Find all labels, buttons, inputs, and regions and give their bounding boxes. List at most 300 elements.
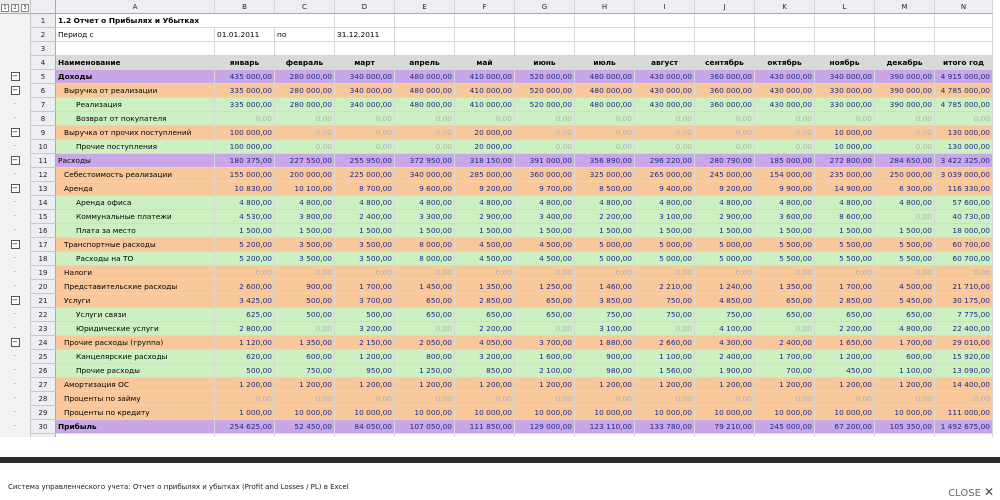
month-value-cell[interactable]: 1 700,00 bbox=[875, 336, 935, 350]
year-total-cell[interactable]: 7 775,00 bbox=[935, 308, 993, 322]
month-value-cell[interactable]: 1 500,00 bbox=[455, 224, 515, 238]
month-value-cell[interactable]: 650,00 bbox=[395, 308, 455, 322]
month-value-cell[interactable]: 2 800,00 bbox=[215, 322, 275, 336]
row-number[interactable]: 25 bbox=[31, 350, 56, 364]
month-value-cell[interactable]: 1 500,00 bbox=[875, 224, 935, 238]
cell[interactable] bbox=[635, 14, 695, 28]
month-value-cell[interactable]: 0,00 bbox=[275, 126, 335, 140]
row-number[interactable]: 28 bbox=[31, 392, 56, 406]
month-value-cell[interactable]: 3 500,00 bbox=[335, 252, 395, 266]
month-value-cell[interactable]: 2 200,00 bbox=[455, 322, 515, 336]
month-value-cell[interactable]: 105 350,00 bbox=[875, 420, 935, 434]
year-total-cell[interactable]: 22 400,00 bbox=[935, 322, 993, 336]
month-value-cell[interactable]: 1 100,00 bbox=[875, 364, 935, 378]
month-value-cell[interactable]: 750,00 bbox=[635, 294, 695, 308]
cell[interactable] bbox=[875, 14, 935, 28]
row-number[interactable]: 11 bbox=[31, 154, 56, 168]
row-number[interactable]: 1 bbox=[31, 14, 56, 28]
month-value-cell[interactable]: 1 250,00 bbox=[515, 280, 575, 294]
month-value-cell[interactable]: 4 500,00 bbox=[515, 252, 575, 266]
month-value-cell[interactable]: 0,00 bbox=[395, 140, 455, 154]
month-value-cell[interactable]: 650,00 bbox=[515, 308, 575, 322]
report-title[interactable]: 1.2 Отчет о Прибылях и Убытках bbox=[56, 14, 335, 28]
row-number[interactable]: 19 bbox=[31, 266, 56, 280]
row-number[interactable]: 16 bbox=[31, 224, 56, 238]
month-value-cell[interactable]: 0,00 bbox=[215, 392, 275, 406]
month-value-cell[interactable]: 3 800,00 bbox=[275, 210, 335, 224]
month-value-cell[interactable]: 107 050,00 bbox=[395, 420, 455, 434]
month-value-cell[interactable]: 265 000,00 bbox=[635, 168, 695, 182]
column-header-k[interactable]: K bbox=[755, 0, 815, 14]
column-header-e[interactable]: E bbox=[395, 0, 455, 14]
month-value-cell[interactable]: 9 600,00 bbox=[395, 182, 455, 196]
month-value-cell[interactable]: 340 000,00 bbox=[395, 168, 455, 182]
month-value-cell[interactable]: 1 200,00 bbox=[455, 378, 515, 392]
row-label[interactable]: Транспортные расходы bbox=[56, 238, 215, 252]
month-value-cell[interactable]: 52 450,00 bbox=[275, 420, 335, 434]
month-value-cell[interactable]: 3 850,00 bbox=[575, 294, 635, 308]
row-label[interactable]: Доходы bbox=[56, 70, 215, 84]
month-value-cell[interactable]: 0,00 bbox=[875, 112, 935, 126]
cell[interactable] bbox=[755, 42, 815, 56]
month-value-cell[interactable]: 430 000,00 bbox=[755, 70, 815, 84]
cell[interactable] bbox=[515, 28, 575, 42]
month-value-cell[interactable]: 0,00 bbox=[755, 266, 815, 280]
cell[interactable] bbox=[815, 14, 875, 28]
header-month[interactable]: август bbox=[635, 56, 695, 70]
month-value-cell[interactable]: 410 000,00 bbox=[455, 70, 515, 84]
cell[interactable] bbox=[575, 14, 635, 28]
month-value-cell[interactable]: 3 500,00 bbox=[275, 238, 335, 252]
month-value-cell[interactable]: 900,00 bbox=[275, 280, 335, 294]
month-value-cell[interactable]: 650,00 bbox=[455, 308, 515, 322]
year-total-cell[interactable]: 130 000,00 bbox=[935, 140, 993, 154]
month-value-cell[interactable]: 0,00 bbox=[635, 112, 695, 126]
month-value-cell[interactable]: 391 000,00 bbox=[515, 154, 575, 168]
month-value-cell[interactable]: 227 550,00 bbox=[275, 154, 335, 168]
month-value-cell[interactable]: 2 660,00 bbox=[635, 336, 695, 350]
month-value-cell[interactable]: 0,00 bbox=[755, 126, 815, 140]
month-value-cell[interactable]: 123 110,00 bbox=[575, 420, 635, 434]
month-value-cell[interactable]: 3 100,00 bbox=[575, 322, 635, 336]
month-value-cell[interactable]: 1 650,00 bbox=[815, 336, 875, 350]
month-value-cell[interactable]: 5 500,00 bbox=[815, 238, 875, 252]
month-value-cell[interactable]: 3 700,00 bbox=[335, 294, 395, 308]
month-value-cell[interactable]: 0,00 bbox=[875, 140, 935, 154]
month-value-cell[interactable]: 2 050,00 bbox=[395, 336, 455, 350]
month-value-cell[interactable]: 650,00 bbox=[755, 308, 815, 322]
month-value-cell[interactable]: 800,00 bbox=[395, 350, 455, 364]
month-value-cell[interactable]: 430 000,00 bbox=[635, 98, 695, 112]
header-name[interactable]: Наименование bbox=[56, 56, 215, 70]
month-value-cell[interactable]: 5 000,00 bbox=[635, 252, 695, 266]
row-number[interactable]: 23 bbox=[31, 322, 56, 336]
period-label[interactable]: Период с bbox=[56, 28, 215, 42]
row-label[interactable]: Юридические услуги bbox=[56, 322, 215, 336]
month-value-cell[interactable]: 450,00 bbox=[815, 364, 875, 378]
month-value-cell[interactable]: 390 000,00 bbox=[875, 84, 935, 98]
month-value-cell[interactable]: 10 000,00 bbox=[515, 406, 575, 420]
outline-level-3-button[interactable]: 3 bbox=[21, 4, 29, 12]
month-value-cell[interactable]: 650,00 bbox=[875, 308, 935, 322]
row-number[interactable]: 18 bbox=[31, 252, 56, 266]
month-value-cell[interactable]: 480 000,00 bbox=[395, 70, 455, 84]
row-label[interactable]: Возврат от покупателя bbox=[56, 112, 215, 126]
month-value-cell[interactable]: 1 200,00 bbox=[815, 350, 875, 364]
row-label[interactable]: Прочие поступления bbox=[56, 140, 215, 154]
row-number[interactable]: 4 bbox=[31, 56, 56, 70]
month-value-cell[interactable]: 0,00 bbox=[815, 266, 875, 280]
month-value-cell[interactable]: 0,00 bbox=[455, 392, 515, 406]
month-value-cell[interactable]: 296 220,00 bbox=[635, 154, 695, 168]
month-value-cell[interactable]: 8 700,00 bbox=[335, 182, 395, 196]
month-value-cell[interactable]: 410 000,00 bbox=[455, 84, 515, 98]
month-value-cell[interactable]: 0,00 bbox=[875, 266, 935, 280]
month-value-cell[interactable]: 0,00 bbox=[395, 322, 455, 336]
month-value-cell[interactable]: 0,00 bbox=[695, 392, 755, 406]
header-month[interactable]: апрель bbox=[395, 56, 455, 70]
row-number[interactable]: 13 bbox=[31, 182, 56, 196]
month-value-cell[interactable]: 4 800,00 bbox=[275, 196, 335, 210]
header-month[interactable]: декабрь bbox=[875, 56, 935, 70]
month-value-cell[interactable]: 1 200,00 bbox=[395, 378, 455, 392]
cell[interactable] bbox=[515, 42, 575, 56]
collapse-group-icon[interactable]: − bbox=[12, 71, 18, 80]
month-value-cell[interactable]: 5 200,00 bbox=[215, 252, 275, 266]
year-total-cell[interactable]: 0,00 bbox=[935, 112, 993, 126]
row-label[interactable]: Коммунальные платежи bbox=[56, 210, 215, 224]
month-value-cell[interactable]: 1 200,00 bbox=[215, 378, 275, 392]
month-value-cell[interactable]: 20 000,00 bbox=[455, 126, 515, 140]
cell[interactable] bbox=[455, 42, 515, 56]
row-label[interactable]: Прочие расходы (группа) bbox=[56, 336, 215, 350]
month-value-cell[interactable]: 1 500,00 bbox=[575, 224, 635, 238]
month-value-cell[interactable]: 750,00 bbox=[635, 308, 695, 322]
header-month[interactable]: февраль bbox=[275, 56, 335, 70]
month-value-cell[interactable]: 0,00 bbox=[515, 126, 575, 140]
row-label[interactable]: Канцелярские расходы bbox=[56, 350, 215, 364]
month-value-cell[interactable]: 1 200,00 bbox=[575, 378, 635, 392]
outline-level-1-button[interactable]: 1 bbox=[1, 4, 9, 12]
month-value-cell[interactable]: 435 000,00 bbox=[215, 70, 275, 84]
column-header-j[interactable]: J bbox=[695, 0, 755, 14]
row-number[interactable]: 29 bbox=[31, 406, 56, 420]
month-value-cell[interactable]: 8 000,00 bbox=[395, 238, 455, 252]
month-value-cell[interactable]: 4 800,00 bbox=[695, 196, 755, 210]
month-value-cell[interactable]: 1 500,00 bbox=[395, 224, 455, 238]
month-value-cell[interactable]: 5 450,00 bbox=[875, 294, 935, 308]
row-label[interactable]: Проценты по кредиту bbox=[56, 406, 215, 420]
month-value-cell[interactable]: 79 210,00 bbox=[695, 420, 755, 434]
month-value-cell[interactable]: 1 900,00 bbox=[695, 364, 755, 378]
month-value-cell[interactable]: 0,00 bbox=[575, 112, 635, 126]
cell[interactable] bbox=[275, 42, 335, 56]
month-value-cell[interactable]: 0,00 bbox=[215, 266, 275, 280]
cell[interactable] bbox=[815, 28, 875, 42]
cell[interactable] bbox=[935, 28, 993, 42]
year-total-cell[interactable]: 60 700,00 bbox=[935, 238, 993, 252]
month-value-cell[interactable]: 0,00 bbox=[695, 266, 755, 280]
header-month[interactable]: март bbox=[335, 56, 395, 70]
month-value-cell[interactable]: 4 800,00 bbox=[395, 196, 455, 210]
month-value-cell[interactable]: 850,00 bbox=[455, 364, 515, 378]
month-value-cell[interactable]: 1 200,00 bbox=[515, 378, 575, 392]
month-value-cell[interactable]: 20 000,00 bbox=[455, 140, 515, 154]
month-value-cell[interactable]: 245 000,00 bbox=[695, 168, 755, 182]
month-value-cell[interactable]: 5 000,00 bbox=[695, 238, 755, 252]
row-number[interactable]: 6 bbox=[31, 84, 56, 98]
row-label[interactable]: Себестоимость реализации bbox=[56, 168, 215, 182]
cell[interactable] bbox=[755, 28, 815, 42]
row-label[interactable]: Расходы на ТО bbox=[56, 252, 215, 266]
month-value-cell[interactable]: 1 200,00 bbox=[635, 378, 695, 392]
cell[interactable] bbox=[575, 42, 635, 56]
month-value-cell[interactable]: 360 000,00 bbox=[695, 98, 755, 112]
month-value-cell[interactable]: 1 240,00 bbox=[695, 280, 755, 294]
month-value-cell[interactable]: 1 200,00 bbox=[695, 378, 755, 392]
month-value-cell[interactable]: 520 000,00 bbox=[515, 98, 575, 112]
month-value-cell[interactable]: 1 350,00 bbox=[275, 336, 335, 350]
month-value-cell[interactable]: 0,00 bbox=[335, 266, 395, 280]
row-number[interactable]: 10 bbox=[31, 140, 56, 154]
year-total-cell[interactable]: 15 920,00 bbox=[935, 350, 993, 364]
month-value-cell[interactable]: 0,00 bbox=[335, 392, 395, 406]
month-value-cell[interactable]: 5 000,00 bbox=[635, 238, 695, 252]
year-total-cell[interactable]: 1 492 675,00 bbox=[935, 420, 993, 434]
month-value-cell[interactable]: 0,00 bbox=[755, 140, 815, 154]
month-value-cell[interactable]: 0,00 bbox=[275, 140, 335, 154]
row-number[interactable]: 5 bbox=[31, 70, 56, 84]
month-value-cell[interactable]: 0,00 bbox=[755, 112, 815, 126]
year-total-cell[interactable]: 3 422 325,00 bbox=[935, 154, 993, 168]
month-value-cell[interactable]: 480 000,00 bbox=[395, 98, 455, 112]
month-value-cell[interactable]: 9 700,00 bbox=[515, 182, 575, 196]
month-value-cell[interactable]: 284 650,00 bbox=[875, 154, 935, 168]
month-value-cell[interactable]: 335 000,00 bbox=[215, 98, 275, 112]
month-value-cell[interactable]: 4 800,00 bbox=[575, 196, 635, 210]
column-header-b[interactable]: B bbox=[215, 0, 275, 14]
month-value-cell[interactable]: 372 950,00 bbox=[395, 154, 455, 168]
month-value-cell[interactable]: 154 000,00 bbox=[755, 168, 815, 182]
column-header-i[interactable]: I bbox=[635, 0, 695, 14]
month-value-cell[interactable]: 3 300,00 bbox=[395, 210, 455, 224]
month-value-cell[interactable]: 750,00 bbox=[695, 308, 755, 322]
month-value-cell[interactable]: 5 500,00 bbox=[755, 252, 815, 266]
cell[interactable] bbox=[695, 42, 755, 56]
month-value-cell[interactable]: 1 880,00 bbox=[575, 336, 635, 350]
month-value-cell[interactable]: 0,00 bbox=[575, 392, 635, 406]
month-value-cell[interactable]: 0,00 bbox=[635, 140, 695, 154]
outline-level-2-button[interactable]: 2 bbox=[11, 4, 19, 12]
cell[interactable] bbox=[635, 42, 695, 56]
month-value-cell[interactable]: 0,00 bbox=[695, 126, 755, 140]
month-value-cell[interactable]: 2 850,00 bbox=[815, 294, 875, 308]
month-value-cell[interactable]: 3 600,00 bbox=[755, 210, 815, 224]
month-value-cell[interactable]: 10 000,00 bbox=[275, 406, 335, 420]
month-value-cell[interactable]: 0,00 bbox=[515, 112, 575, 126]
month-value-cell[interactable]: 10 100,00 bbox=[275, 182, 335, 196]
row-label[interactable]: Прибыль bbox=[56, 420, 215, 434]
month-value-cell[interactable]: 0,00 bbox=[755, 392, 815, 406]
column-header-f[interactable]: F bbox=[455, 0, 515, 14]
cell[interactable] bbox=[335, 14, 395, 28]
year-total-cell[interactable]: 60 700,00 bbox=[935, 252, 993, 266]
header-month[interactable]: ноябрь bbox=[815, 56, 875, 70]
month-value-cell[interactable]: 500,00 bbox=[275, 294, 335, 308]
year-total-cell[interactable]: 18 000,00 bbox=[935, 224, 993, 238]
month-value-cell[interactable]: 0,00 bbox=[395, 392, 455, 406]
month-value-cell[interactable]: 340 000,00 bbox=[335, 98, 395, 112]
month-value-cell[interactable]: 100 000,00 bbox=[215, 126, 275, 140]
month-value-cell[interactable]: 0,00 bbox=[335, 140, 395, 154]
month-value-cell[interactable]: 0,00 bbox=[635, 322, 695, 336]
cell[interactable] bbox=[455, 28, 515, 42]
month-value-cell[interactable]: 0,00 bbox=[275, 392, 335, 406]
month-value-cell[interactable]: 900,00 bbox=[575, 350, 635, 364]
month-value-cell[interactable]: 2 200,00 bbox=[575, 210, 635, 224]
month-value-cell[interactable]: 4 050,00 bbox=[455, 336, 515, 350]
column-header-c[interactable]: C bbox=[275, 0, 335, 14]
month-value-cell[interactable]: 8 500,00 bbox=[575, 182, 635, 196]
collapse-group-icon[interactable]: − bbox=[12, 155, 18, 164]
month-value-cell[interactable]: 0,00 bbox=[215, 112, 275, 126]
month-value-cell[interactable]: 0,00 bbox=[275, 322, 335, 336]
month-value-cell[interactable]: 318 150,00 bbox=[455, 154, 515, 168]
month-value-cell[interactable]: 1 200,00 bbox=[815, 378, 875, 392]
month-value-cell[interactable]: 0,00 bbox=[575, 266, 635, 280]
month-value-cell[interactable]: 0,00 bbox=[515, 140, 575, 154]
month-value-cell[interactable]: 340 000,00 bbox=[335, 84, 395, 98]
cell[interactable] bbox=[695, 28, 755, 42]
month-value-cell[interactable]: 10 000,00 bbox=[635, 406, 695, 420]
year-total-cell[interactable]: 130 000,00 bbox=[935, 126, 993, 140]
row-label[interactable]: Амортизация ОС bbox=[56, 378, 215, 392]
month-value-cell[interactable]: 0,00 bbox=[455, 266, 515, 280]
month-value-cell[interactable]: 0,00 bbox=[695, 140, 755, 154]
month-value-cell[interactable]: 2 210,00 bbox=[635, 280, 695, 294]
column-header-l[interactable]: L bbox=[815, 0, 875, 14]
month-value-cell[interactable]: 0,00 bbox=[575, 126, 635, 140]
month-value-cell[interactable]: 280 000,00 bbox=[275, 70, 335, 84]
row-number[interactable]: 30 bbox=[31, 420, 56, 434]
month-value-cell[interactable]: 340 000,00 bbox=[815, 70, 875, 84]
month-value-cell[interactable]: 330 000,00 bbox=[815, 84, 875, 98]
month-value-cell[interactable]: 650,00 bbox=[815, 308, 875, 322]
month-value-cell[interactable]: 5 500,00 bbox=[875, 238, 935, 252]
month-value-cell[interactable]: 133 780,00 bbox=[635, 420, 695, 434]
header-month[interactable]: сентябрь bbox=[695, 56, 755, 70]
row-label[interactable]: Прочие расходы bbox=[56, 364, 215, 378]
row-number[interactable]: 17 bbox=[31, 238, 56, 252]
month-value-cell[interactable]: 4 500,00 bbox=[515, 238, 575, 252]
month-value-cell[interactable]: 0,00 bbox=[875, 210, 935, 224]
year-total-cell[interactable]: 0,00 bbox=[935, 266, 993, 280]
month-value-cell[interactable]: 2 200,00 bbox=[815, 322, 875, 336]
month-value-cell[interactable]: 10 000,00 bbox=[455, 406, 515, 420]
row-label[interactable]: Услуги связи bbox=[56, 308, 215, 322]
month-value-cell[interactable]: 1 200,00 bbox=[275, 378, 335, 392]
month-value-cell[interactable]: 10 000,00 bbox=[575, 406, 635, 420]
month-value-cell[interactable]: 255 950,00 bbox=[335, 154, 395, 168]
month-value-cell[interactable]: 650,00 bbox=[395, 294, 455, 308]
month-value-cell[interactable]: 430 000,00 bbox=[635, 70, 695, 84]
month-value-cell[interactable]: 1 350,00 bbox=[755, 280, 815, 294]
column-header-g[interactable]: G bbox=[515, 0, 575, 14]
row-number[interactable]: 14 bbox=[31, 196, 56, 210]
row-number[interactable]: 20 bbox=[31, 280, 56, 294]
month-value-cell[interactable]: 280 790,00 bbox=[695, 154, 755, 168]
month-value-cell[interactable]: 430 000,00 bbox=[635, 84, 695, 98]
row-label[interactable]: Аренда bbox=[56, 182, 215, 196]
month-value-cell[interactable]: 2 400,00 bbox=[695, 350, 755, 364]
year-total-cell[interactable]: 111 000,00 bbox=[935, 406, 993, 420]
row-number[interactable]: 8 bbox=[31, 112, 56, 126]
cell[interactable] bbox=[875, 42, 935, 56]
row-number[interactable]: 26 bbox=[31, 364, 56, 378]
month-value-cell[interactable]: 1 500,00 bbox=[335, 224, 395, 238]
collapse-group-icon[interactable]: − bbox=[12, 295, 18, 304]
month-value-cell[interactable]: 1 200,00 bbox=[755, 378, 815, 392]
month-value-cell[interactable]: 9 200,00 bbox=[695, 182, 755, 196]
row-label[interactable]: Выручка от реализации bbox=[56, 84, 215, 98]
select-all-corner[interactable] bbox=[31, 0, 56, 14]
month-value-cell[interactable]: 0,00 bbox=[275, 266, 335, 280]
period-to[interactable]: 31.12.2011 bbox=[335, 28, 395, 42]
month-value-cell[interactable]: 1 500,00 bbox=[275, 224, 335, 238]
column-header-d[interactable]: D bbox=[335, 0, 395, 14]
month-value-cell[interactable]: 1 500,00 bbox=[635, 224, 695, 238]
month-value-cell[interactable]: 4 500,00 bbox=[875, 280, 935, 294]
cell[interactable] bbox=[695, 14, 755, 28]
month-value-cell[interactable]: 9 900,00 bbox=[755, 182, 815, 196]
month-value-cell[interactable]: 1 500,00 bbox=[215, 224, 275, 238]
month-value-cell[interactable]: 4 530,00 bbox=[215, 210, 275, 224]
month-value-cell[interactable]: 750,00 bbox=[575, 308, 635, 322]
year-total-cell[interactable]: 4 915 000,00 bbox=[935, 70, 993, 84]
month-value-cell[interactable]: 500,00 bbox=[335, 308, 395, 322]
month-value-cell[interactable]: 3 425,00 bbox=[215, 294, 275, 308]
month-value-cell[interactable]: 0,00 bbox=[755, 322, 815, 336]
column-header-a[interactable]: A bbox=[56, 0, 215, 14]
month-value-cell[interactable]: 700,00 bbox=[755, 364, 815, 378]
month-value-cell[interactable]: 1 500,00 bbox=[515, 224, 575, 238]
column-header-m[interactable]: M bbox=[875, 0, 935, 14]
month-value-cell[interactable]: 0,00 bbox=[575, 140, 635, 154]
month-value-cell[interactable]: 3 200,00 bbox=[455, 350, 515, 364]
month-value-cell[interactable]: 1 120,00 bbox=[215, 336, 275, 350]
period-by-label[interactable]: по bbox=[275, 28, 335, 42]
year-total-cell[interactable]: 4 785 000,00 bbox=[935, 98, 993, 112]
row-label[interactable]: Расходы bbox=[56, 154, 215, 168]
month-value-cell[interactable]: 1 500,00 bbox=[695, 224, 755, 238]
header-month[interactable]: итого год bbox=[935, 56, 993, 70]
month-value-cell[interactable]: 280 000,00 bbox=[275, 98, 335, 112]
month-value-cell[interactable]: 2 900,00 bbox=[455, 210, 515, 224]
month-value-cell[interactable]: 650,00 bbox=[515, 294, 575, 308]
month-value-cell[interactable]: 2 100,00 bbox=[515, 364, 575, 378]
year-total-cell[interactable]: 13 090,00 bbox=[935, 364, 993, 378]
month-value-cell[interactable]: 84 050,00 bbox=[335, 420, 395, 434]
month-value-cell[interactable]: 6 300,00 bbox=[875, 182, 935, 196]
row-number[interactable]: 15 bbox=[31, 210, 56, 224]
month-value-cell[interactable]: 356 890,00 bbox=[575, 154, 635, 168]
month-value-cell[interactable]: 0,00 bbox=[875, 126, 935, 140]
month-value-cell[interactable]: 0,00 bbox=[515, 266, 575, 280]
month-value-cell[interactable]: 1 200,00 bbox=[335, 350, 395, 364]
month-value-cell[interactable]: 8 600,00 bbox=[815, 210, 875, 224]
month-value-cell[interactable]: 3 700,00 bbox=[515, 336, 575, 350]
month-value-cell[interactable]: 480 000,00 bbox=[575, 98, 635, 112]
